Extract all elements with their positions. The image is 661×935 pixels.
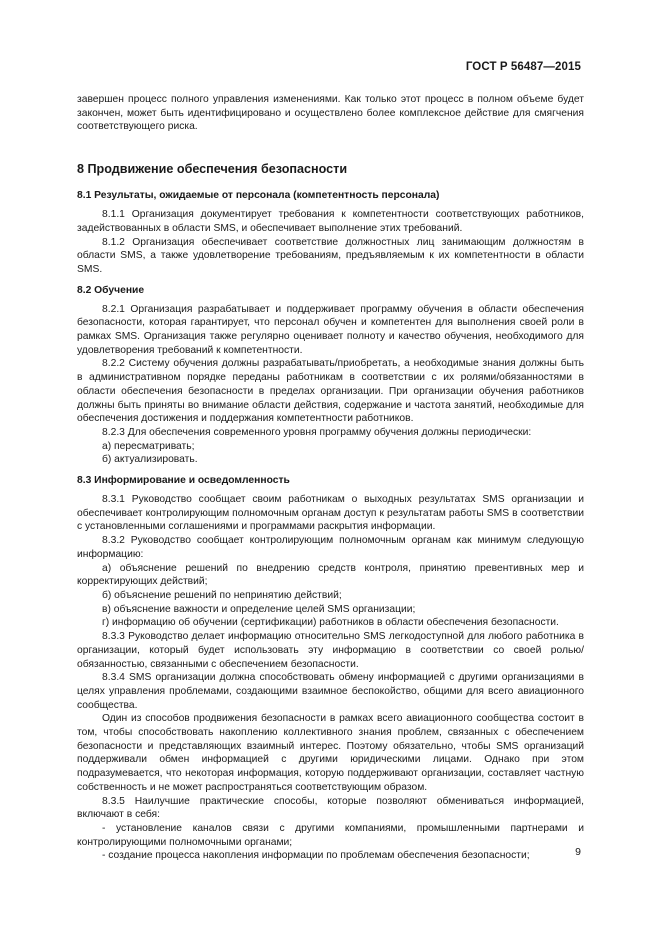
section-8-title: 8 Продвижение обеспечения безопасности xyxy=(77,162,348,177)
list-item-8-2-3-a: а) пересматривать; xyxy=(102,440,195,452)
paragraph-8-2-2: 8.2.2 Систему обучения должны разрабатывать/приобретать, а необходимые знания должны быть в административном порядке переданы работникам в соответствии с их ролями/обязанностями в области обеспечения безопасности в пределах организации. При организации обучения работников должны быть приняты во внимание области действия, содержание и частота занятий, необходимые для обеспечения достижения и поддержания компетентности работников. xyxy=(77,358,584,425)
paragraph-8-3-5: 8.3.5 Наилучшие практические способы, которые позволяют обмениваться информацией, включают в себя: xyxy=(77,795,584,821)
subsection-8-3-title: 8.3 Информирование и осведомленность xyxy=(77,475,290,487)
paragraph-8-3-2: 8.3.2 Руководство сообщает контролирующим полномочным органам как минимум следующую информацию: xyxy=(77,535,584,560)
paragraph-8-1-2: 8.1.2 Организация обеспечивает соответствие должностных лиц занимающим должностям в области SMS, а также удовлетворение требованиям, предъявляемым к их компетентности в области SMS. xyxy=(77,236,584,275)
list-item-8-3-2-c: в) объяснение важности и определение целей SMS организации; xyxy=(102,603,416,615)
paragraph-8-3-3: 8.3.3 Руководство делает информацию относительно SMS легкодоступной для любого работника в организации, который будет использовать эту информацию в соответствии со своей ролью/обязанностью, связанными с обеспечением безопасности. xyxy=(77,631,584,670)
subsection-8-1-title: 8.1 Результаты, ожидаемые от персонала (компетентность персонала) xyxy=(77,190,440,202)
dash-item-2: - создание процесса накопления информации по проблемам обеспечения безопасности; xyxy=(102,850,530,862)
paragraph-8-2-3: 8.2.3 Для обеспечения современного уровня программу обучения должны периодически: xyxy=(102,426,532,438)
dash-item-1: - установление каналов связи с другими компаниями, промышленными партнерами и контролирующими полномочными органами; xyxy=(77,822,584,848)
standard-code-header: ГОСТ Р 56487—2015 xyxy=(465,61,581,73)
list-item-8-3-2-d: г) информацию об обучении (сертификации) работников в области обеспечения безопасности. xyxy=(102,617,559,629)
page-number: 9 xyxy=(575,846,581,858)
list-item-8-3-2-b: б) объяснение решений по непринятию действий; xyxy=(102,589,342,601)
list-item-8-2-3-b: б) актуализировать. xyxy=(102,454,198,466)
paragraph-8-3-4: 8.3.4 SMS организации должна способствовать обмену информацией с другими организациями в целях управления проблемами, создающими взаимное беспокойство, общими для всего авиационного сообщества. xyxy=(77,672,584,711)
intro-paragraph: завершен процесс полного управления изменениями. Как только этот процесс в полном объеме будет закончен, может быть идентифицировано и осуществлено более комплексное действие для смягчения соответствующего риска. xyxy=(77,94,584,133)
list-item-8-3-2-a: а) объяснение решений по внедрению средств контроля, принятию превентивных мер и корректирующих действий; xyxy=(77,562,584,588)
paragraph-8-2-1: 8.2.1 Организация разрабатывает и поддерживает программу обучения в области обеспечения безопасности, которая гарантирует, что персонал обучен и компетентен для выполнения своей роли в рамках SMS. Организация также регулярно оценивает полноту и качество обучения, необходимого для удовлетворения требований к компетентности. xyxy=(77,303,584,356)
paragraph-8-1-1: 8.1.1 Организация документирует требования к компетентности соответствующих работников, задействованных в области SMS, и обеспечивает выполнение этих требований. xyxy=(77,209,584,234)
subsection-8-2-title: 8.2 Обучение xyxy=(77,284,145,296)
paragraph-8-3-1: 8.3.1 Руководство сообщает своим работникам о выходных результатах SMS организации и обеспечивает контролирующим полномочным органам доступ к результатам работы SMS в соответствии с установленными соглашениями и программами раскрытия информации. xyxy=(77,494,584,533)
paragraph-8-3-4-cont: Один из способов продвижения безопасности в рамках всего авиационного сообщества состоит в том, чтобы способствовать накоплению коллективного знания проблем, связанных с обеспечением безопасности и представляющих взаимный интерес. Поэтому обязательно, чтобы SMS организаций поддерживали обмен информацией с другими юридическими лицами. Однако при этом подразумевается, что некоторая информация, которую поддерживают организации, составляет частную собственность и не может распространяться соответствующим образом. xyxy=(77,713,584,793)
document-body xyxy=(77,93,584,863)
